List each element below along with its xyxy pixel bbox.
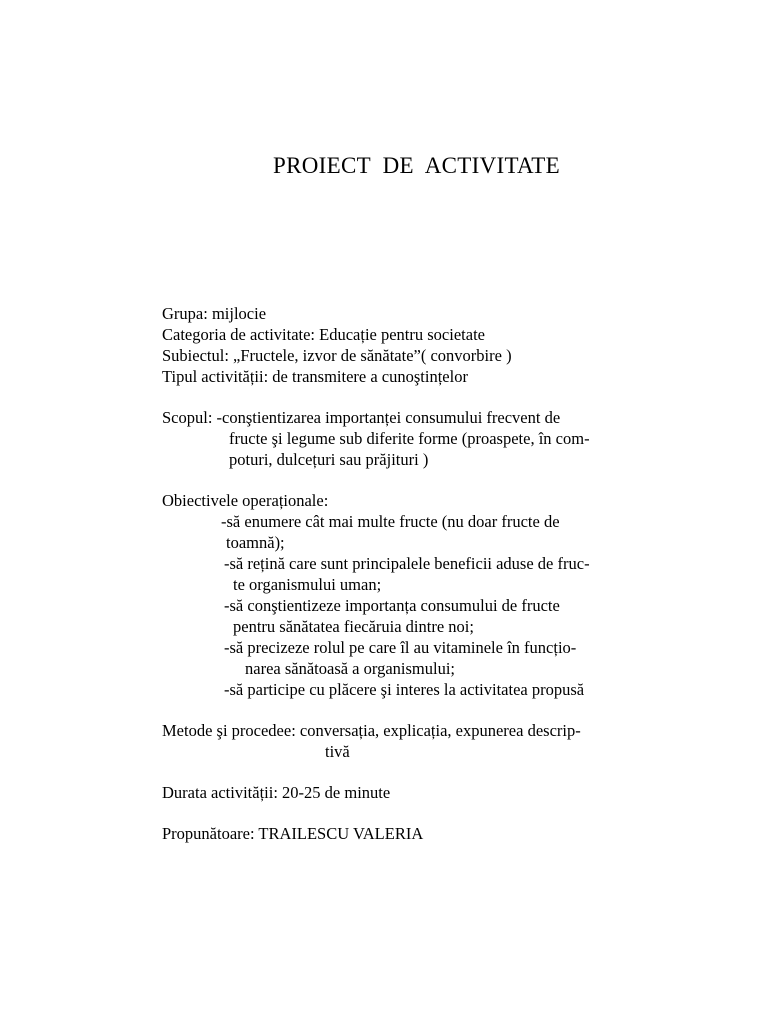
scopul-line-1: Scopul: -conştientizarea importanței consumului frecvent de <box>162 408 561 427</box>
propunatoare-line: Propunătoare: TRAILESCU VALERIA <box>162 824 424 843</box>
metode-line-1: Metode şi procedee: conversația, explicația, expunerea descrip- <box>162 721 581 740</box>
obiectiv-line: te organismului uman; <box>233 575 382 594</box>
document-title: PROIECT DE ACTIVITATE <box>273 153 561 178</box>
obiective-heading: Obiectivele operaționale: <box>162 491 329 510</box>
subiectul-line: Subiectul: „Fructele, izvor de sănătate”( convorbire ) <box>162 346 512 365</box>
obiectiv-line: -să rețină care sunt principalele beneficii aduse de fruc- <box>224 554 590 573</box>
obiectiv-line: toamnă); <box>226 533 285 552</box>
obiectiv-line: -să precizeze rolul pe care îl au vitaminele în funcțio- <box>224 638 577 657</box>
metode-line-2: tivă <box>325 742 350 761</box>
obiectiv-line: -să enumere cât mai multe fructe (nu doar fructe de <box>221 512 560 531</box>
durata-line: Durata activității: 20-25 de minute <box>162 783 391 802</box>
obiectiv-line: -să participe cu plăcere şi interes la activitatea propusă <box>224 680 585 699</box>
tipul-line: Tipul activității: de transmitere a cunoştințelor <box>162 367 468 386</box>
obiectiv-line: -să conştientizeze importanța consumului de fructe <box>224 596 560 615</box>
categoria-line: Categoria de activitate: Educație pentru societate <box>162 325 485 344</box>
obiectiv-line: narea sănătoasă a organismului; <box>245 659 455 678</box>
scopul-line-2: fructe şi legume sub diferite forme (proaspete, în com- <box>229 429 590 448</box>
obiectiv-line: pentru sănătatea fiecăruia dintre noi; <box>233 617 474 636</box>
scopul-line-3: poturi, dulcețuri sau prăjituri ) <box>229 450 429 469</box>
grupa-line: Grupa: mijlocie <box>162 304 267 323</box>
